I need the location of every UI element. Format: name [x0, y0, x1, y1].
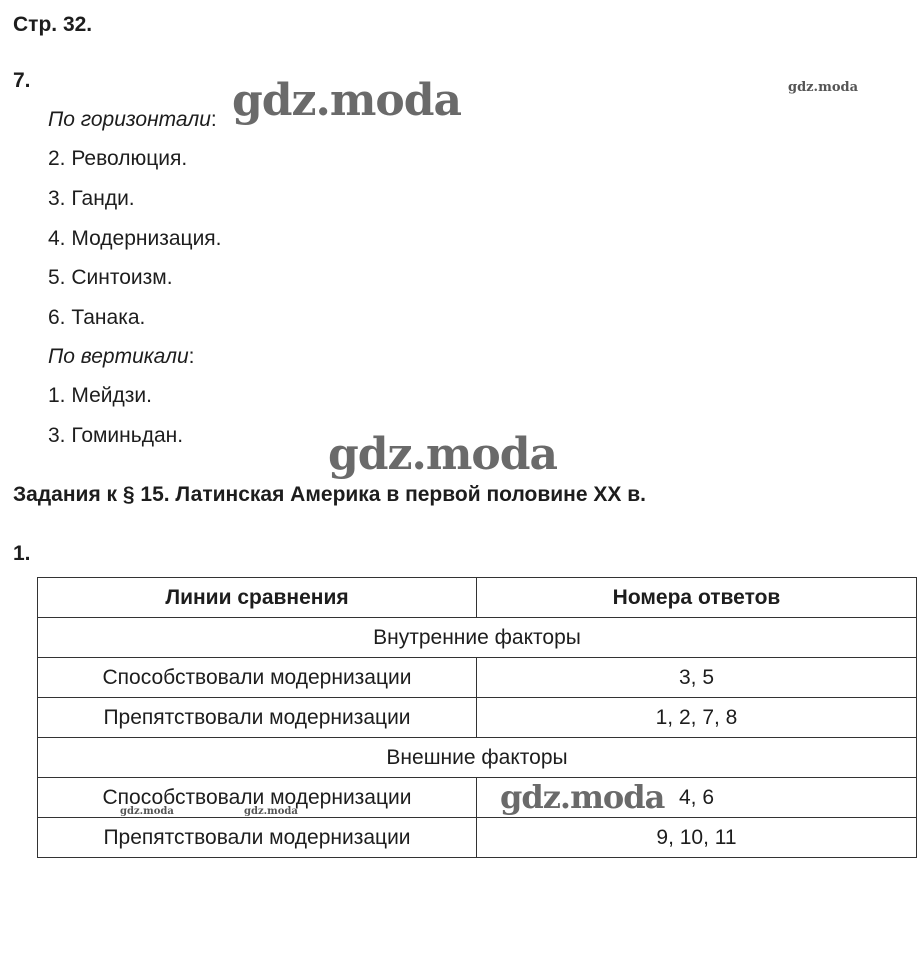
answers-cell: 1, 2, 7, 8: [477, 698, 917, 738]
vertical-heading-colon: :: [188, 345, 195, 368]
table-group-row: [38, 618, 917, 658]
table-row: [38, 818, 917, 858]
table-header-row: [38, 578, 917, 618]
section-title: Задания к § 15. Латинская Америка в первой половине XX в.: [13, 483, 646, 506]
list-item: 1. Мейдзи.: [48, 384, 152, 407]
answers-cell: 3, 5: [477, 658, 917, 698]
watermark-logo: gdz.moda: [120, 806, 174, 817]
header-cell-answers: Номера ответов: [477, 578, 917, 618]
watermark-logo: gdz.moda: [232, 75, 462, 126]
list-item: 4. Модернизация.: [48, 227, 222, 250]
horizontal-heading-colon: :: [210, 108, 217, 131]
line-cell: Препятствовали модернизации: [38, 818, 477, 858]
list-item: 3. Гоминьдан.: [48, 424, 184, 447]
list-item: 2. Революция.: [48, 147, 188, 170]
watermark-logo: gdz.moda: [500, 778, 665, 816]
watermark-logo: gdz.moda: [328, 429, 558, 480]
header-cell-lines: Линии сравнения: [38, 578, 477, 618]
list-item: 6. Танака.: [48, 306, 146, 329]
vertical-heading-label: По вертикали: [48, 345, 189, 368]
answers-cell: 4, 6: [477, 778, 917, 818]
table-row: [38, 698, 917, 738]
vertical-heading: [48, 345, 195, 369]
horizontal-heading-label: По горизонтали: [48, 108, 211, 131]
list-item: 3. Ганди.: [48, 187, 135, 210]
table-row: [38, 658, 917, 698]
task-1-number: 1.: [13, 542, 31, 565]
task-7-number: 7.: [13, 69, 31, 92]
page-label: Стр. 32.: [13, 13, 93, 36]
group-title: Внутренние факторы: [38, 618, 917, 658]
horizontal-heading: [48, 108, 217, 132]
watermark-logo: gdz.moda: [788, 80, 859, 95]
line-cell: Способствовали модернизации: [38, 778, 477, 818]
table-group-row: [38, 738, 917, 778]
answers-cell: 9, 10, 11: [477, 818, 917, 858]
group-title: Внешние факторы: [38, 738, 917, 778]
list-item: 5. Синтоизм.: [48, 266, 173, 289]
line-cell: Способствовали модернизации: [38, 658, 477, 698]
line-cell: Препятствовали модернизации: [38, 698, 477, 738]
watermark-logo: gdz.moda: [244, 806, 298, 817]
